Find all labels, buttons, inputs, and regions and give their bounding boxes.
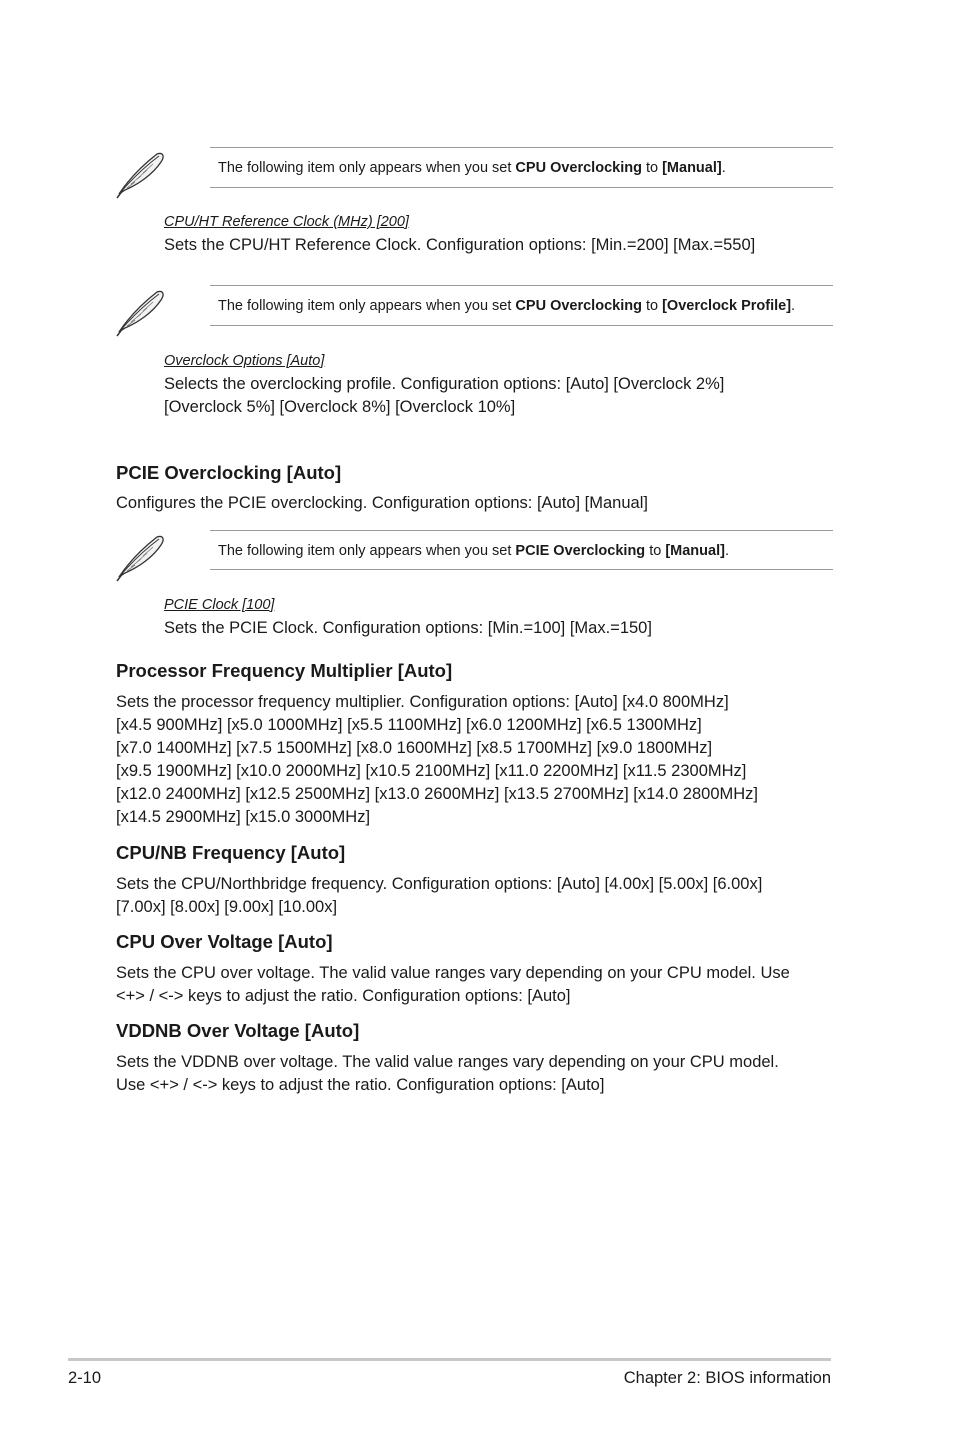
sub-item-description: Sets the CPU/HT Reference Clock. Configuration options: [Min.=200] [Max.=550] <box>164 236 756 254</box>
section-title: VDDNB Over Voltage [Auto] <box>116 1020 360 1041</box>
note-text: The following item only appears when you set CPU Overclocking to [Overclock Profile]. <box>218 298 796 314</box>
note-bottom-rule <box>210 569 833 570</box>
sub-item-description: Sets the PCIE Clock. Configuration options: [Min.=100] [Max.=150] <box>164 619 652 637</box>
sub-item-title: PCIE Clock [100] <box>164 597 275 613</box>
section-description: Sets the VDDNB over voltage. The valid value ranges vary depending on your CPU model. Use <+> / <-> keys to adjust the ratio. Configuration options: [Auto] <box>116 1053 779 1094</box>
sub-item-title: Overclock Options [Auto] <box>164 353 325 369</box>
sub-item-title: CPU/HT Reference Clock (MHz) [200] <box>164 214 409 230</box>
section-description: Configures the PCIE overclocking. Configuration options: [Auto] [Manual] <box>116 494 648 512</box>
note-bottom-rule <box>210 325 833 326</box>
page-number: 2-10 <box>68 1369 102 1387</box>
note-top-rule <box>210 147 833 148</box>
section-title: Processor Frequency Multiplier [Auto] <box>116 660 453 681</box>
section-description: Sets the CPU/Northbridge frequency. Configuration options: [Auto] [4.00x] [5.00x] [6.00x] [7.00x] [8.00x] [9.00x] [10.00x] <box>116 875 763 916</box>
note-top-rule <box>210 285 833 286</box>
section-title: PCIE Overclocking [Auto] <box>116 462 342 483</box>
note-top-rule <box>210 530 833 531</box>
note-feather-icon <box>113 284 167 338</box>
footer-rule <box>68 1358 831 1361</box>
section-description: Sets the CPU over voltage. The valid value ranges vary depending on your CPU model. Use <+> / <-> keys to adjust the ratio. Configuration options: [Auto] <box>116 964 790 1005</box>
section-title: CPU Over Voltage [Auto] <box>116 931 333 952</box>
note-feather-icon <box>113 146 167 200</box>
chapter-title: Chapter 2: BIOS information <box>623 1369 831 1387</box>
sub-item-description: Selects the overclocking profile. Configuration options: [Auto] [Overclock 2%] [Overclock 5%] [Overclock 8%] [Overclock 10%] <box>164 375 725 416</box>
section-title: CPU/NB Frequency [Auto] <box>116 842 346 863</box>
note-bottom-rule <box>210 187 833 188</box>
note-feather-icon <box>113 529 167 583</box>
note-text: The following item only appears when you set CPU Overclocking to [Manual]. <box>218 160 726 176</box>
note-text: The following item only appears when you set PCIE Overclocking to [Manual]. <box>218 543 729 559</box>
section-description: Sets the processor frequency multiplier. Configuration options: [Auto] [x4.0 800MHz] [x4.5 900MHz] [x5.0 1000MHz] [x5.5 1100MHz] [x6.0 1200MHz] [x6.5 1300MHz] [x7.0 1400MHz] [x7.5 1500MHz] [x8.0 1600MHz] [x8.5 1700MHz] [x9.0 1800MHz] [x9.5 1900MHz] [x10.0 2000MHz] [x10.5 2100MHz] [x11.0 2200MHz] [x11.5 2300MHz] [x12.0 2400MHz] [x12.5 2500MHz] [x13.0 2600MHz] [x13.5 2700MHz] [x14.0 2800MHz] [x14.5 2900MHz] [x15.0 3000MHz] <box>116 693 759 826</box>
